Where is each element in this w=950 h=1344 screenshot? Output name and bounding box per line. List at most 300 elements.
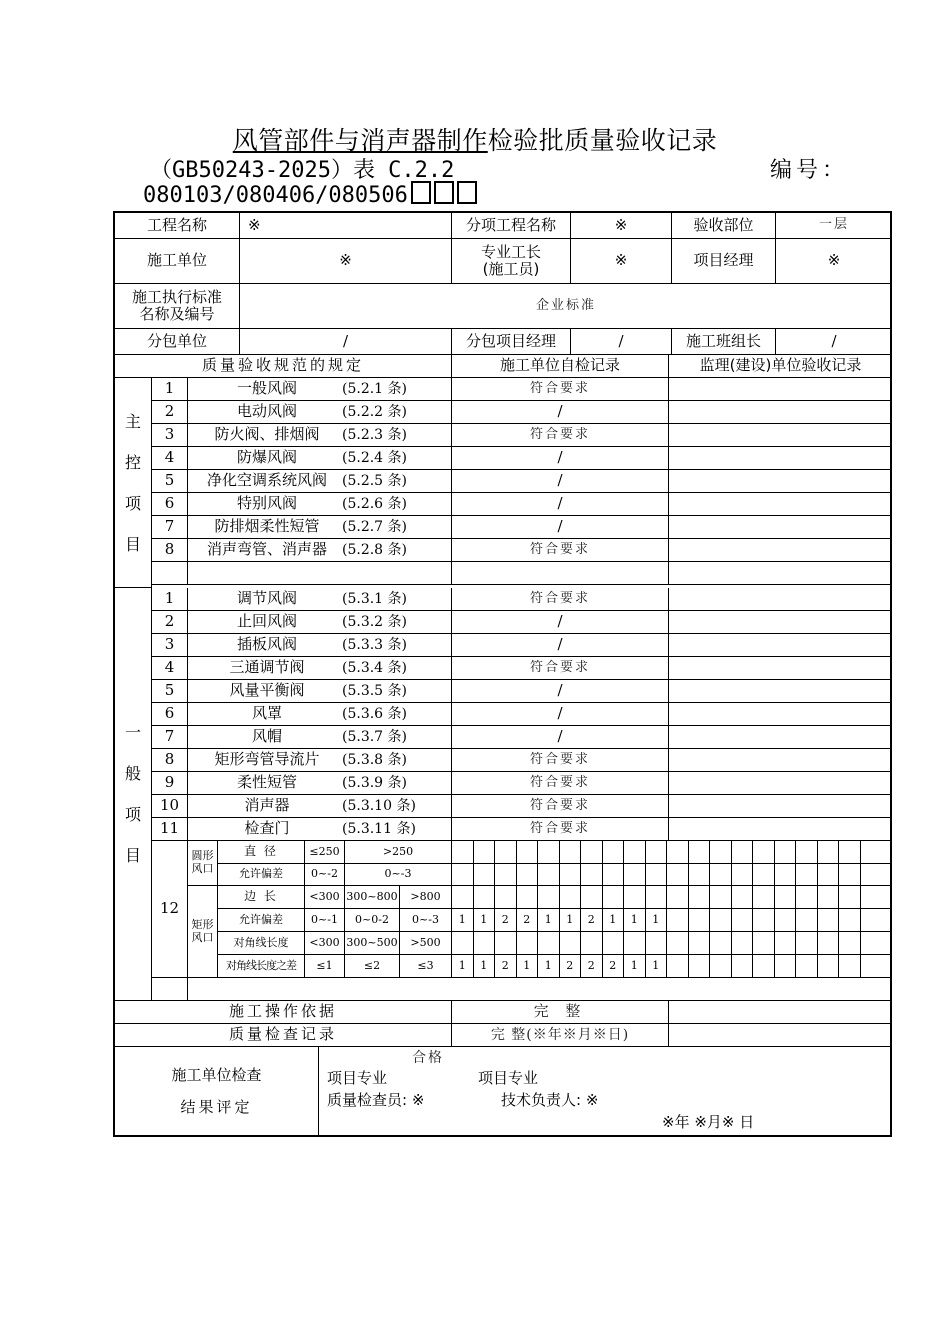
measurement-cell xyxy=(732,932,754,955)
item-name: 调节风阀 xyxy=(236,589,297,608)
measurement-cell: 2 xyxy=(581,909,603,932)
item-spec xyxy=(188,795,452,818)
diameter-small: ≤250 xyxy=(305,841,345,864)
supervisor-result xyxy=(669,516,892,539)
measurement-cell: 1 xyxy=(452,909,474,932)
measurement-cell xyxy=(796,886,818,909)
item-no: 11 xyxy=(152,818,188,841)
group-char: 项 xyxy=(124,805,141,824)
diagdiff-2: ≤2 xyxy=(345,955,400,978)
self-check-result: / xyxy=(452,447,669,470)
supervisor-result xyxy=(669,401,892,424)
measurement-cell xyxy=(861,955,893,978)
gcmc-label: 工程名称 xyxy=(115,213,240,239)
diag-2: 300~500 xyxy=(345,932,400,955)
item-name: 一般风阀 xyxy=(236,379,297,398)
self-check-result: / xyxy=(452,401,669,424)
item-no: 4 xyxy=(152,447,188,470)
item-name: 防爆风阀 xyxy=(236,448,297,467)
measurement-cell xyxy=(646,932,668,955)
blank-cell xyxy=(115,978,152,1001)
supervisor-result xyxy=(669,726,892,749)
rect-tol-1: 0~-1 xyxy=(305,909,345,932)
measurement-cell: 2 xyxy=(517,909,539,932)
conclusion-result: 合格 xyxy=(412,1050,444,1066)
measurement-cell xyxy=(839,955,861,978)
round-tol-large: 0~-3 xyxy=(345,864,452,886)
rect-outlet-label xyxy=(188,886,218,978)
supervisor-result xyxy=(669,424,892,447)
xmjl-label: 项目经理 xyxy=(672,239,776,284)
self-check-result: / xyxy=(452,726,669,749)
zygz-label xyxy=(452,239,571,284)
zxbz-label xyxy=(115,284,240,329)
measurement-cell xyxy=(775,864,797,886)
measurement-cell xyxy=(775,886,797,909)
self-check-result: 符合要求 xyxy=(452,539,669,562)
rect-tol-2: 0~0-2 xyxy=(345,909,400,932)
code-box xyxy=(434,181,454,204)
item-no: 3 xyxy=(152,424,188,447)
item-no: 6 xyxy=(152,703,188,726)
diameter-large: >250 xyxy=(345,841,452,864)
item-spec xyxy=(188,634,452,657)
round-tolerance-label: 允许偏差 xyxy=(218,864,305,886)
col-supervisor: 监理(建设)单位验收记录 xyxy=(669,355,892,378)
measurement-cell xyxy=(667,932,689,955)
measurement-cell xyxy=(560,841,582,864)
measurement-cell xyxy=(495,864,517,886)
measurement-cell xyxy=(495,886,517,909)
item-name: 消声器 xyxy=(244,796,290,815)
item-no: 2 xyxy=(152,611,188,634)
measurement-cell xyxy=(689,841,711,864)
item-no: 8 xyxy=(152,539,188,562)
diameter-label: 直 径 xyxy=(218,841,305,864)
measurement-cell xyxy=(495,932,517,955)
item-clause: (5.2.2 条) xyxy=(342,403,407,420)
item-clause: (5.2.8 条) xyxy=(342,541,407,558)
diagonal-label: 对角线长度 xyxy=(218,932,305,955)
measurement-cell xyxy=(538,841,560,864)
self-check-result: / xyxy=(452,516,669,539)
col-spec: 质量验收规范的规定 xyxy=(115,355,452,378)
measurement-cell xyxy=(775,955,797,978)
xmjl-value: ※ xyxy=(776,239,892,284)
measurement-cell xyxy=(710,886,732,909)
conclusion-date: ※年 ※月※ 日 xyxy=(662,1113,755,1131)
measurement-cell xyxy=(624,864,646,886)
item-no: 9 xyxy=(152,772,188,795)
supervisor-result xyxy=(669,447,892,470)
diagdiff-3: ≤3 xyxy=(400,955,452,978)
measurement-cell xyxy=(796,841,818,864)
zxbz-label-line2: 名称及编号 xyxy=(139,305,215,323)
supervisor-result xyxy=(669,539,892,562)
supervisor-result xyxy=(669,611,892,634)
fxgc-value: ※ xyxy=(571,213,672,239)
item-name: 风量平衡阀 xyxy=(229,681,305,700)
measurement-cell xyxy=(796,932,818,955)
supervisor-result xyxy=(669,772,892,795)
measurement-cell xyxy=(796,909,818,932)
item-clause: (5.3.11 条) xyxy=(342,820,416,837)
measurement-cell xyxy=(560,886,582,909)
conclusion-body xyxy=(319,1047,892,1135)
measurement-cell: 2 xyxy=(581,955,603,978)
serial-code-text: 080103/080406/080506 xyxy=(143,183,408,208)
measurement-cell xyxy=(624,841,646,864)
supervisor-result xyxy=(669,634,892,657)
side-s1: <300 xyxy=(305,886,345,909)
fbdw-label: 分包单位 xyxy=(115,329,240,355)
blank-cell xyxy=(452,562,669,585)
item-spec xyxy=(188,447,452,470)
supervisor-result xyxy=(669,818,892,841)
measurement-cell xyxy=(560,932,582,955)
measurement-cell xyxy=(452,886,474,909)
item-name: 柔性短管 xyxy=(236,773,297,792)
measurement-cell xyxy=(839,909,861,932)
item-clause: (5.3.7 条) xyxy=(342,728,407,745)
item-clause: (5.2.6 条) xyxy=(342,495,407,512)
measurement-cell xyxy=(775,909,797,932)
measurement-cell xyxy=(603,886,625,909)
blank-cell xyxy=(152,562,188,585)
measurement-cell xyxy=(775,932,797,955)
self-check-result: 符合要求 xyxy=(452,378,669,401)
measurement-cell xyxy=(517,864,539,886)
rect-tolerance-label: 允许偏差 xyxy=(218,909,305,932)
item-clause: (5.3.10 条) xyxy=(342,797,416,814)
basis-value: 完 整 xyxy=(452,1001,669,1024)
self-check-result: 符合要求 xyxy=(452,424,669,447)
record-supervisor xyxy=(669,1024,892,1047)
side-s2: 300~800 xyxy=(345,886,400,909)
measurement-cell xyxy=(710,932,732,955)
group-char: 项 xyxy=(124,493,141,513)
item-name: 风帽 xyxy=(251,727,282,746)
measurement-cell xyxy=(667,864,689,886)
measurement-cell: 1 xyxy=(624,909,646,932)
item-clause: (5.3.2 条) xyxy=(342,613,407,630)
measurement-cell xyxy=(710,864,732,886)
measurement-cell xyxy=(689,864,711,886)
col-self-check: 施工单位自检记录 xyxy=(452,355,669,378)
item-name: 防火阀、排烟阀 xyxy=(214,425,320,444)
measurement-cell xyxy=(861,932,893,955)
item-spec xyxy=(188,470,452,493)
item-spec xyxy=(188,680,452,703)
group-char: 目 xyxy=(124,534,141,554)
measurement-cell xyxy=(753,932,775,955)
measurement-cell xyxy=(474,841,496,864)
item-spec xyxy=(188,516,452,539)
item-name: 电动风阀 xyxy=(236,402,297,421)
round-outlet-label xyxy=(188,841,218,886)
record-value: 完 整(※年※月※日) xyxy=(452,1024,669,1047)
self-check-result: 符合要求 xyxy=(452,749,669,772)
measurement-cell xyxy=(603,864,625,886)
measurement-cell xyxy=(753,864,775,886)
diag-1: <300 xyxy=(305,932,345,955)
self-check-result: / xyxy=(452,470,669,493)
side-length-label: 边 长 xyxy=(218,886,305,909)
diag-3: >500 xyxy=(400,932,452,955)
measurement-cell xyxy=(538,886,560,909)
basis-label: 施工操作依据 xyxy=(115,1001,452,1024)
group-char: 一 xyxy=(124,723,141,742)
measurement-cell xyxy=(560,864,582,886)
measurement-cell xyxy=(818,886,840,909)
item-spec xyxy=(188,726,452,749)
self-check-result: 符合要求 xyxy=(452,818,669,841)
self-check-result: / xyxy=(452,611,669,634)
self-check-result: / xyxy=(452,703,669,726)
measurement-cell xyxy=(732,864,754,886)
general-items-label xyxy=(115,588,152,1001)
round-tol-small: 0~-2 xyxy=(305,864,345,886)
inspection-form xyxy=(113,211,892,1137)
item-spec xyxy=(188,611,452,634)
item-clause: (5.3.8 条) xyxy=(342,751,407,768)
fbjl-value: / xyxy=(571,329,672,355)
measurement-cell xyxy=(753,909,775,932)
self-check-result: / xyxy=(452,680,669,703)
item-name: 净化空调系统风阀 xyxy=(206,471,327,490)
measurement-cell xyxy=(775,841,797,864)
page-title xyxy=(0,121,950,157)
measurement-cell: 1 xyxy=(538,909,560,932)
measurement-cell xyxy=(667,886,689,909)
measurement-cell xyxy=(517,841,539,864)
item-name: 止回风阀 xyxy=(236,612,297,631)
round-outlet-line1: 圆形 xyxy=(191,849,214,863)
qc-inspector-line2: 质量检查员: ※ xyxy=(327,1091,425,1109)
measurement-cell xyxy=(732,955,754,978)
item-no: 2 xyxy=(152,401,188,424)
measurement-cell xyxy=(646,864,668,886)
diagonal-diff-label: 对角线长度之差 xyxy=(218,955,305,978)
measurement-cell xyxy=(538,864,560,886)
group-char: 主 xyxy=(124,411,141,431)
measurement-cell: 1 xyxy=(474,909,496,932)
item-clause: (5.2.3 条) xyxy=(342,426,407,443)
item-no: 8 xyxy=(152,749,188,772)
measurement-cell xyxy=(581,886,603,909)
self-check-result: 符合要求 xyxy=(452,657,669,680)
item-no: 3 xyxy=(152,634,188,657)
measurement-cell xyxy=(710,841,732,864)
standard-ref: （GB50243-2025）表 C.2.2 xyxy=(150,158,455,183)
item-name: 检查门 xyxy=(244,819,290,838)
self-check-result: 符合要求 xyxy=(452,795,669,818)
zygz-label-line2: (施工员) xyxy=(482,260,540,278)
measurement-cell xyxy=(624,886,646,909)
item-clause: (5.3.5 条) xyxy=(342,682,407,699)
measurement-cell xyxy=(732,886,754,909)
item-no: 5 xyxy=(152,470,188,493)
item-clause: (5.2.7 条) xyxy=(342,518,407,535)
measurement-cell xyxy=(796,955,818,978)
measurement-cell xyxy=(818,955,840,978)
supervisor-result xyxy=(669,703,892,726)
item-no: 1 xyxy=(152,378,188,401)
item-no: 1 xyxy=(152,588,188,611)
measurement-cell xyxy=(689,909,711,932)
measurement-cell xyxy=(667,841,689,864)
round-outlet-line2: 风口 xyxy=(191,862,214,875)
measurement-cell xyxy=(861,909,893,932)
measurement-cell xyxy=(474,932,496,955)
measurement-cell xyxy=(474,886,496,909)
measurement-cell: 2 xyxy=(495,909,517,932)
item-clause: (5.2.4 条) xyxy=(342,449,407,466)
supervisor-result xyxy=(669,657,892,680)
supervisor-result xyxy=(669,680,892,703)
zygz-value: ※ xyxy=(571,239,672,284)
measurement-cell xyxy=(839,864,861,886)
measurement-cell xyxy=(667,955,689,978)
fbdw-value: / xyxy=(240,329,452,355)
measurement-cell xyxy=(818,841,840,864)
supervisor-result xyxy=(669,588,892,611)
measurement-cell xyxy=(732,909,754,932)
supervisor-result xyxy=(669,795,892,818)
self-check-result: / xyxy=(452,493,669,516)
measurement-cell: 1 xyxy=(603,909,625,932)
rect-outlet-line2: 风口 xyxy=(191,930,214,944)
blank-cell xyxy=(188,562,452,585)
measurement-cell xyxy=(710,955,732,978)
item-spec xyxy=(188,493,452,516)
bzz-value: / xyxy=(776,329,892,355)
measurement-cell xyxy=(818,909,840,932)
item-no: 7 xyxy=(152,516,188,539)
measurement-cell xyxy=(538,932,560,955)
measurement-cell xyxy=(667,909,689,932)
measurement-cell: 1 xyxy=(452,955,474,978)
measurement-cell: 2 xyxy=(495,955,517,978)
item-clause: (5.3.6 条) xyxy=(342,705,407,722)
sgdw-label: 施工单位 xyxy=(115,239,240,284)
measurement-cell xyxy=(839,841,861,864)
measurement-cell xyxy=(517,932,539,955)
blank-cell xyxy=(188,978,892,1001)
measurement-cell xyxy=(517,886,539,909)
item-spec xyxy=(188,749,452,772)
measurement-cell xyxy=(689,886,711,909)
measurement-cell: 1 xyxy=(560,909,582,932)
item-spec xyxy=(188,657,452,680)
bzz-label: 施工班组长 xyxy=(672,329,776,355)
measurement-cell xyxy=(689,955,711,978)
item-spec xyxy=(188,424,452,447)
measurement-cell: 2 xyxy=(603,955,625,978)
measurement-cell xyxy=(646,841,668,864)
measurement-cell xyxy=(861,864,893,886)
measurement-cell xyxy=(581,864,603,886)
measurement-cell xyxy=(861,841,893,864)
measurement-cell xyxy=(839,886,861,909)
serial-label: 编号： xyxy=(770,158,849,183)
item-clause: (5.2.5 条) xyxy=(342,472,407,489)
measurement-cell xyxy=(452,864,474,886)
measurement-cell xyxy=(710,909,732,932)
measurement-cell xyxy=(753,886,775,909)
ysbw-value: 一层 xyxy=(776,213,892,239)
item-spec xyxy=(188,772,452,795)
item-clause: (5.3.9 条) xyxy=(342,774,407,791)
item-spec xyxy=(188,818,452,841)
group-char: 控 xyxy=(124,452,141,472)
measurement-cell xyxy=(474,864,496,886)
measurement-cell: 1 xyxy=(474,955,496,978)
fbjl-label: 分包项目经理 xyxy=(452,329,571,355)
supervisor-result xyxy=(669,378,892,401)
item-name: 风罩 xyxy=(251,704,282,723)
code-box xyxy=(411,181,431,204)
self-check-result: 符合要求 xyxy=(452,772,669,795)
item-clause: (5.3.4 条) xyxy=(342,659,407,676)
measurement-cell xyxy=(603,932,625,955)
measurement-cell xyxy=(452,841,474,864)
measurement-cell xyxy=(603,841,625,864)
measurement-cell xyxy=(581,841,603,864)
zxbz-value: 企业标准 xyxy=(240,284,892,329)
sgdw-value: ※ xyxy=(240,239,452,284)
measurement-cell xyxy=(624,932,646,955)
ysbw-label: 验收部位 xyxy=(672,213,776,239)
measurement-cell xyxy=(581,932,603,955)
blank-cell xyxy=(152,978,188,1001)
main-control-label xyxy=(115,378,152,588)
supervisor-result xyxy=(669,749,892,772)
item-name: 防排烟柔性短管 xyxy=(214,517,320,536)
item-name: 矩形弯管导流片 xyxy=(214,750,320,769)
measurement-cell xyxy=(732,841,754,864)
serial-code xyxy=(143,181,477,208)
item-name: 插板风阀 xyxy=(236,635,297,654)
gcmc-value: ※ xyxy=(240,213,452,239)
measurement-cell: 1 xyxy=(517,955,539,978)
diagdiff-1: ≤1 xyxy=(305,955,345,978)
item-clause: (5.3.1 条) xyxy=(342,590,407,607)
tech-lead-line2: 技术负责人: ※ xyxy=(501,1091,599,1109)
measurement-cell xyxy=(689,932,711,955)
item-no: 10 xyxy=(152,795,188,818)
item-name: 特别风阀 xyxy=(236,494,297,513)
measurement-cell xyxy=(818,864,840,886)
measurement-cell xyxy=(495,841,517,864)
conclusion-label-line2: 结果评定 xyxy=(180,1098,253,1116)
self-check-result: / xyxy=(452,634,669,657)
code-box xyxy=(457,181,477,204)
measurement-cell: 1 xyxy=(538,955,560,978)
measurement-cell: 2 xyxy=(560,955,582,978)
measurement-cell xyxy=(861,886,893,909)
conclusion-label xyxy=(115,1047,319,1135)
supervisor-result xyxy=(669,493,892,516)
side-s3: >800 xyxy=(400,886,452,909)
item-name: 三通调节阀 xyxy=(229,658,305,677)
item-no: 7 xyxy=(152,726,188,749)
measurement-cell xyxy=(452,932,474,955)
item-spec xyxy=(188,401,452,424)
rect-tol-3: 0~-3 xyxy=(400,909,452,932)
qc-inspector-line1: 项目专业 xyxy=(327,1069,388,1087)
tech-lead-line1: 项目专业 xyxy=(478,1069,539,1087)
